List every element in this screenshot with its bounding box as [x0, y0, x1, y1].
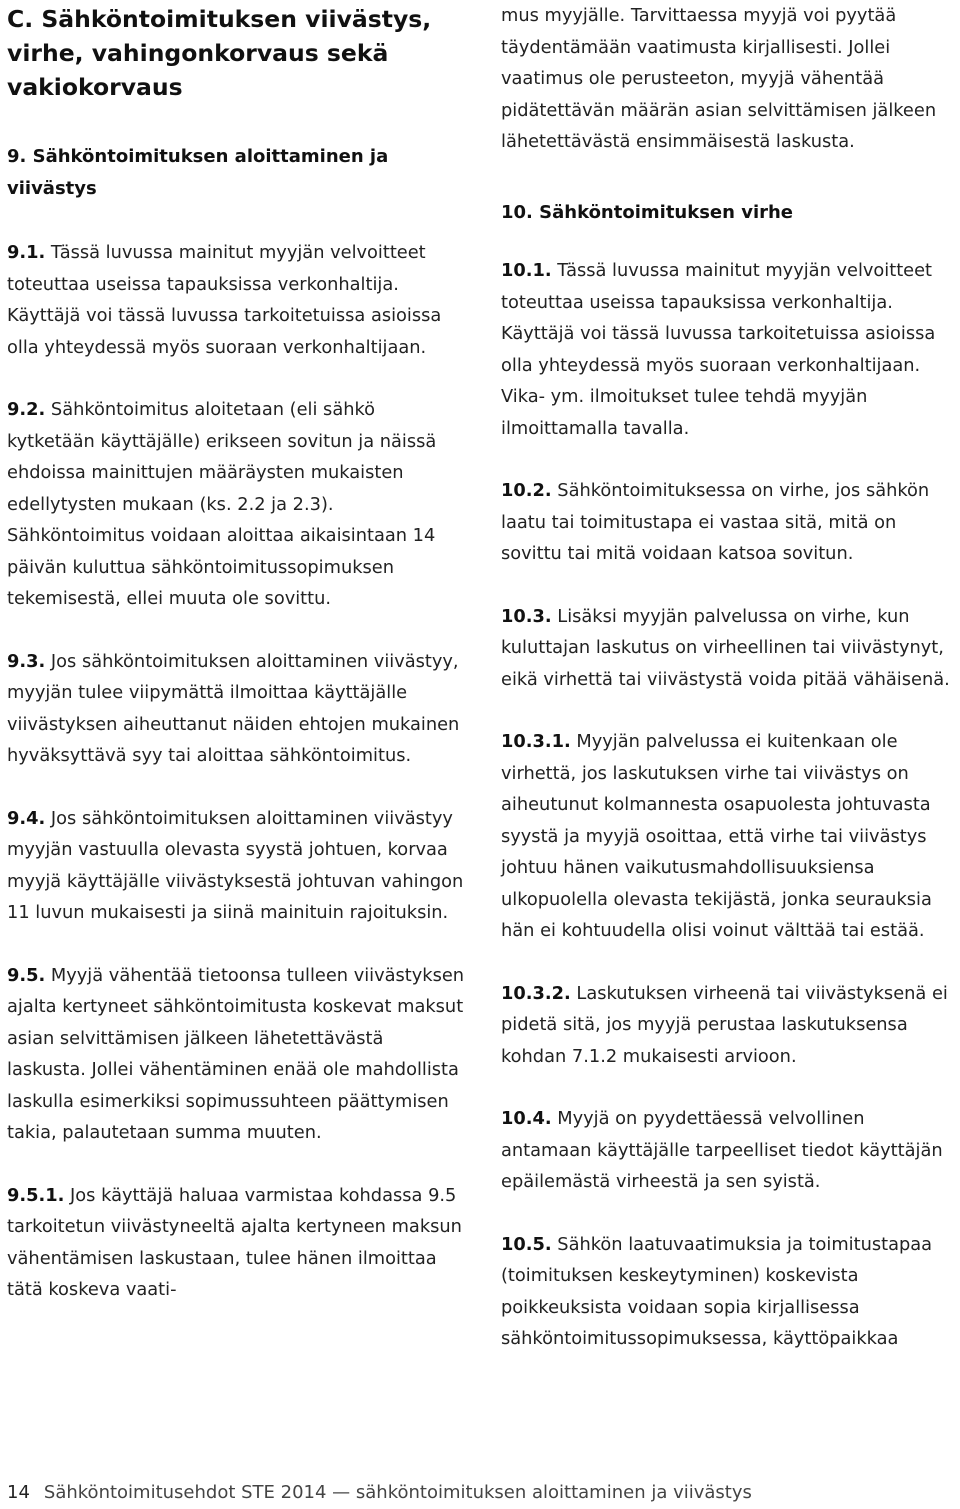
clause-10-3-1: [501, 726, 957, 947]
clause-number: 9.5.1.: [7, 1184, 65, 1206]
chapter-title: C. Sähköntoimituksen viivästys, virhe, vahingonkorvaus sekä vakiokorvaus: [7, 5, 432, 101]
clause-10-3-2: [501, 978, 957, 1073]
clause-text: Sähkön laatuvaatimuksia ja toimitustapaa (toimituksen keskeytyminen) koskevista poikkeuksista voidaan sopia kirjallisessa sähköntoimitussopimuksessa, käyttöpaikkaa: [501, 1233, 933, 1349]
page-footer: [7, 1478, 953, 1508]
clause-text: Laskutuksen virheenä tai viivästyksenä ei pidetä sitä, jos myyjä perustaa laskutuksensa kohdan 7.1.2 mukaisesti arvioon.: [501, 982, 948, 1067]
clause-9-5: [7, 960, 465, 1149]
clause-text: Tässä luvussa mainitut myyjän velvoitteet toteuttaa useissa tapauksissa verkonhaltija. Käyttäjä voi tässä luvussa tarkoitetuissa asioissa olla yhteydessä myös suoraan verkonhaltijaan.: [7, 242, 442, 358]
continuation-text: mus myyjälle. Tarvittaessa myyjä voi pyytää täydentämään vaatimusta kirjallisesti. Jollei vaatimus ole perusteeton, myyjä vähentää pidätettävän määrän asian selvittämisen jälkeen lähetettävästä ensimmäisestä laskusta.: [501, 5, 937, 152]
clause-number: 10.3.: [501, 605, 552, 627]
clause-text: Sähköntoimituksessa on virhe, jos sähkön laatu tai toimitustapa ei vastaa sitä, mitä on sovittu tai mitä voidaan katsoa sovitun.: [501, 480, 930, 564]
clause-number: 10.4.: [501, 1108, 552, 1129]
clause-text: Myyjä on pyydettäessä velvollinen antamaan käyttäjälle tarpeelliset tiedot käyttäjän epäilemästä virheestä ja sen syistä.: [501, 1108, 943, 1192]
clause-9-3: [7, 646, 465, 772]
clause-text: Myyjä vähentää tietoonsa tulleen viivästyksen ajalta kertyneet sähköntoimitusta koskevat maksut asian selvittämisen jälkeen lähetettävästä laskusta. Jollei vähentäminen enää ole mahdollista laskulla esimerkiksi sopimussuhteen päättymisen takia, palautetaan summa muuten.: [7, 964, 465, 1143]
clause-number: 9.2.: [7, 399, 46, 420]
left-column: [7, 0, 465, 1306]
clause-number: 10.1.: [501, 260, 552, 281]
clause-text: Jos sähköntoimituksen aloittaminen viivästyy myyjän vastuulla olevasta syystä johtuen, korvaa myyjä käyttäjälle viivästyksestä johtuvan vahingon 11 luvun mukaisesti ja siinä mainituin rajoituksin.: [7, 807, 464, 923]
clause-text: Jos sähköntoimituksen aloittaminen viivästyy, myyjän tulee viipymättä ilmoittaa käyttäjälle viivästyksen aiheuttanut näiden ehtojen mukainen hyväksyttävä syy tai aloittaa sähköntoimitus.: [7, 650, 460, 766]
section-title-9: 9. Sähköntoimituksen aloittaminen ja viivästys: [7, 146, 389, 199]
clause-9-1: [7, 237, 465, 363]
clause-number: 10.3.1.: [501, 731, 571, 752]
clause-text: Jos käyttäjä haluaa varmistaa kohdassa 9.5 tarkoitetun viivästyneeltä ajalta kertyneen maksun vähentämisen laskustaan, tulee hänen ilmoittaa tätä koskeva vaati-: [7, 1184, 462, 1300]
right-column: [501, 0, 957, 1355]
section-title-10: 10. Sähköntoimituksen virhe: [501, 201, 794, 223]
clause-number: 9.3.: [7, 650, 46, 672]
clause-number: 10.5.: [501, 1233, 552, 1255]
clause-10-5: [501, 1229, 957, 1355]
clause-9-4: [7, 803, 465, 929]
clause-10-2: [501, 475, 957, 570]
clause-text: Myyjän palvelussa ei kuitenkaan ole virhettä, jos laskutuksen virhe tai viivästys on aiheutunut kolmannesta osapuolesta johtuvasta syystä ja myyjä osoittaa, että virhe tai viivästys johtuu hänen vaikutusmahdollisuuksiensa ulkopuolella olevasta tekijästä, jonka seurauksia hän ei kohtuudella olisi voinut välttää tai estää.: [501, 731, 932, 941]
clause-number: 9.4.: [7, 807, 46, 829]
clause-10-1: [501, 255, 957, 444]
page-number: 14: [7, 1482, 30, 1503]
clause-number: 10.2.: [501, 480, 552, 501]
clause-number: 10.3.2.: [501, 982, 571, 1004]
clause-10-4: [501, 1103, 957, 1198]
clause-text: Tässä luvussa mainitut myyjän velvoitteet toteuttaa useissa tapauksissa verkonhaltija. Käyttäjä voi tässä luvussa tarkoitetuissa asioissa olla yhteydessä myös suoraan verkonhaltijaan. Vika- ym. ilmoitukset tulee tehdä myyjän ilmoittamalla tavalla.: [501, 260, 936, 439]
clause-text: Lisäksi myyjän palvelussa on virhe, kun kuluttajan laskutus on virheellinen tai viivästynyt, eikä virhettä tai viivästystä voida pitää vähäisenä.: [501, 605, 950, 690]
clause-number: 9.5.: [7, 964, 46, 986]
clause-text: Sähköntoimitus aloitetaan (eli sähkö kytketään käyttäjälle) erikseen sovitun ja näissä ehdoissa mainittujen määräysten mukaisten edellytysten mukaan (ks. 2.2 ja 2.3). Sähköntoimitus voidaan aloittaa aikaisintaan 14 päivän kuluttua sähköntoimitussopimuksen tekemisestä, ellei muuta ole sovittu.: [7, 399, 437, 609]
footer-text: Sähköntoimitusehdot STE 2014 — sähköntoimituksen aloittaminen ja viivästys: [43, 1482, 752, 1503]
clause-9-5-1: [7, 1180, 465, 1306]
clause-9-2: [7, 394, 465, 615]
clause-number: 9.1.: [7, 242, 46, 263]
clause-10-3: [501, 601, 957, 696]
